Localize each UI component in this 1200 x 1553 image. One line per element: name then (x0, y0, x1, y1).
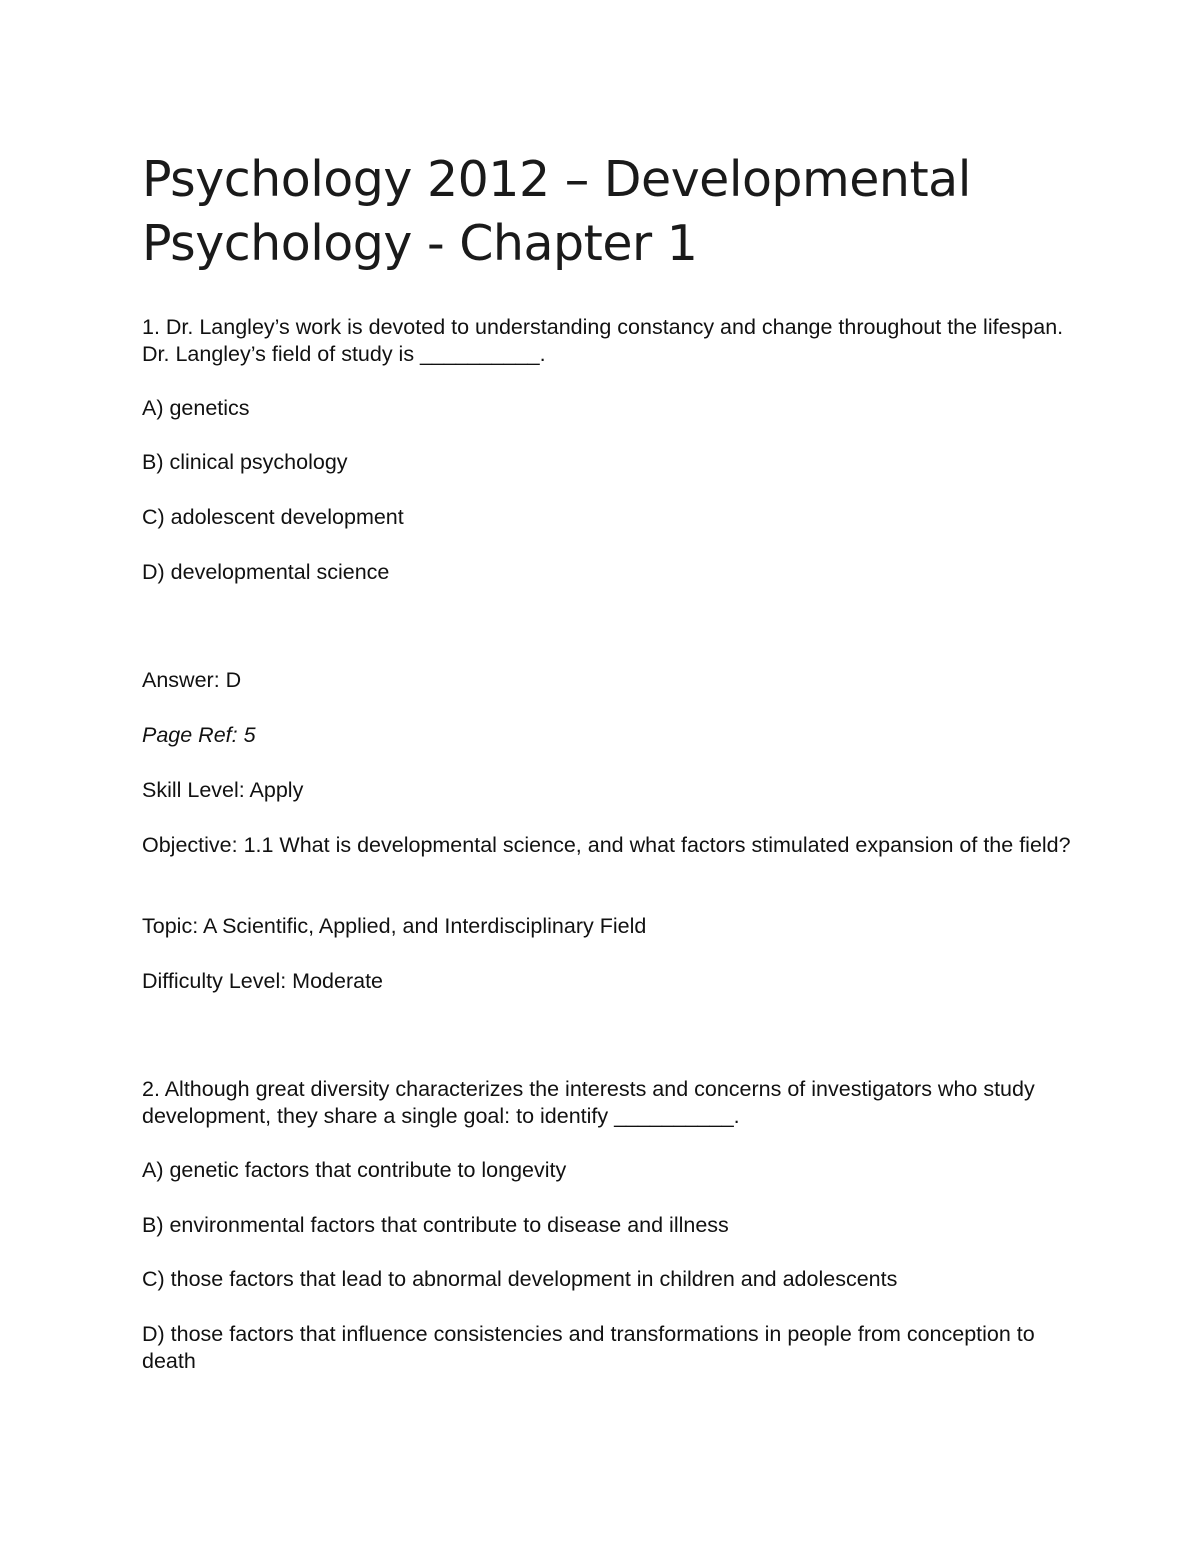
question-2-option-d: D) those factors that influence consistencies and transformations in people from conception to death (142, 1322, 1035, 1373)
document-title: Psychology 2012 – Developmental Psychology - Chapter 1 (142, 151, 971, 272)
question-1-option-c: C) adolescent development (142, 505, 404, 529)
question-1-topic: Topic: A Scientific, Applied, and Interdisciplinary Field (142, 914, 647, 938)
question-1-option-d: D) developmental science (142, 560, 390, 584)
question-1-page-ref: Page Ref: 5 (142, 723, 256, 747)
question-1-option-a: A) genetics (142, 396, 250, 420)
question-1-option-b: B) clinical psychology (142, 450, 348, 474)
question-2-option-a: A) genetic factors that contribute to longevity (142, 1158, 567, 1182)
question-1-objective: Objective: 1.1 What is developmental science, and what factors stimulated expansion of the field? (142, 833, 1071, 857)
question-2-text: 2. Although great diversity characterizes the interests and concerns of investigators who study development, they share a single goal: to identify __________. (142, 1077, 1035, 1128)
question-2-option-b: B) environmental factors that contribute to disease and illness (142, 1213, 729, 1237)
question-2-option-c: C) those factors that lead to abnormal development in children and adolescents (142, 1267, 898, 1291)
question-1-difficulty: Difficulty Level: Moderate (142, 969, 383, 993)
question-1-text: 1. Dr. Langley’s work is devoted to understanding constancy and change throughout the lifespan. Dr. Langley’s field of study is __________. (142, 315, 1064, 366)
question-1-answer: Answer: D (142, 668, 242, 692)
question-1-skill-level: Skill Level: Apply (142, 778, 304, 802)
